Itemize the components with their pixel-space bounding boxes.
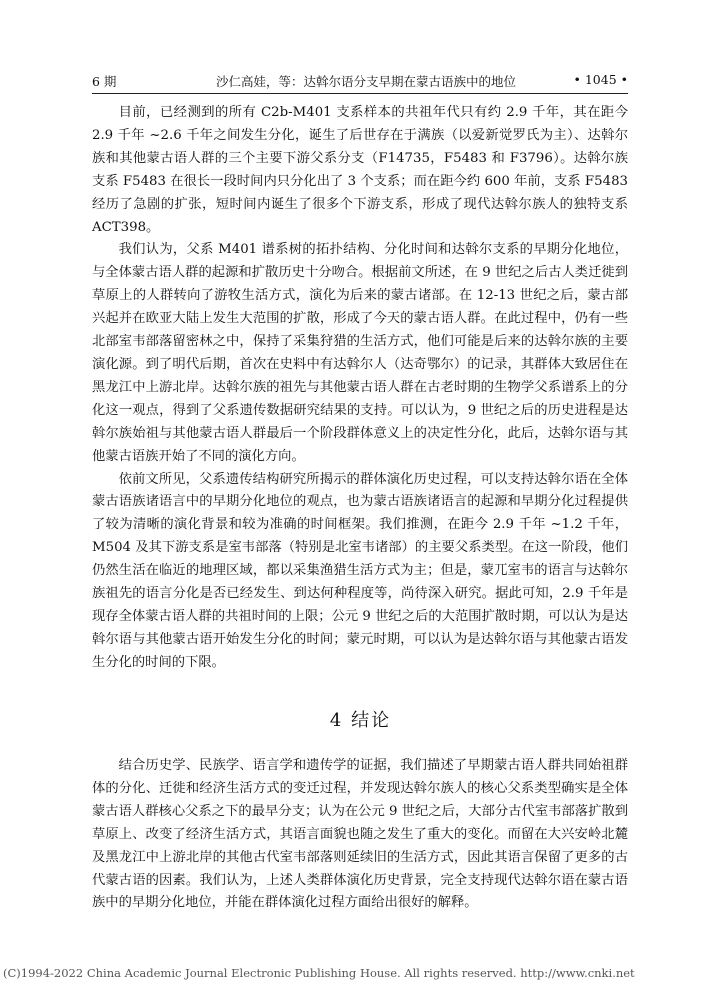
header-divider <box>92 93 628 94</box>
main-body <box>92 102 628 675</box>
paragraph: 依前文所见，父系遗传结构研究所揭示的群体演化历史过程，可以支持达斡尔语在全体蒙古语族诸语言中的早期分化地位的观点，也为蒙古语族诸语言的起源和早期分化过程提供了较为清晰的演化背景和较为准确的时间框架。我们推测，在距今 2.9 千年 ~1.2 千年，M504 及其下游支系是室韦部落（特别是北室韦诸部）的主要父系类型。在这一阶段，他们仍然生活在临近的地理区域，都以采集渔猎生活方式为主；但是，蒙兀室韦的语言与达斡尔族祖先的语言分化是否已经发生、到达何种程度等，尚待深入研究。据此可知，2.9 千年是现存全体蒙古语人群的共祖时间的上限；公元 9 世纪之后的大范围扩散时期，可以认为是达斡尔语与其他蒙古语开始发生分化的时间；蒙元时期，可以认为是达斡尔语与其他蒙古语发生分化的时间的下限。 <box>92 471 628 670</box>
conclusion-section <box>92 755 628 915</box>
section-heading: 4 结论 <box>329 710 392 731</box>
copyright-footer: (C)1994-2022 China Academic Journal Electronic Publishing House. All rights reserved. http://www.cnki.net <box>3 966 635 980</box>
paragraph: 结合历史学、民族学、语言学和遗传学的证据，我们描述了早期蒙古语人群共同始祖群体的分化、迁徙和经济生活方式的变迁过程，并发现达斡尔族人的核心父系类型确实是全体蒙古语人群核心父系之下的最早分支；认为在公元 9 世纪之后，大部分古代室韦部落扩散到草原上、改变了经济生活方式，其语言面貌也随之发生了重大的变化。而留在大兴安岭北麓及黑龙江中上游北岸的其他古代室韦部落则延续旧的生活方式，因此其语言保留了更多的古代蒙古语的因素。我们认为，上述人类群体演化历史背景，完全支持现代达斡尔语在蒙古语族中的早期分化地位，并能在群体演化过程方面给出很好的解释。 <box>92 758 628 911</box>
page-header <box>92 72 628 92</box>
paragraph: 目前，已经测到的所有 C2b-M401 支系样本的共祖年代只有约 2.9 千年，其在距今 2.9 千年 ~2.6 千年之间发生分化，诞生了后世存在于满族（以爱新觉罗氏为主）、达斡尔族和其他蒙古语人群的三个主要下游父系分支（F14735，F5483 和 F3796）。达斡尔族支系 F5483 在很长一段时间内只分化出了 3 个支系；而在距今约 600 年前，支系 F5483 经历了急剧的扩张，短时间内诞生了很多个下游支系，形成了现代达斡尔族人的独特支系 ACT398。 <box>92 105 628 235</box>
issue-number: 6 期 <box>92 74 117 89</box>
paragraph: 我们认为，父系 M401 谱系树的拓扑结构、分化时间和达斡尔支系的早期分化地位，与全体蒙古语人群的起源和扩散历史十分吻合。根据前文所述，在 9 世纪之后古人类迁徙到草原上的人群转向了游牧生活方式，演化为后来的蒙古诸部。在 12-13 世纪之后，蒙古部兴起并在欧亚大陆上发生大范围的扩散，形成了今天的蒙古语人群。在此过程中，仍有一些北部室韦部落留密林之中，保持了采集狩猎的生活方式，他们可能是后来的达斡尔族的主要演化源。到了明代后期，首次在史料中有达斡尔人（达奇鄂尔）的记录，其群体大致居住在黑龙江中上游北岸。达斡尔族的祖先与其他蒙古语人群在古老时期的生物学父系谱系上的分化这一观点，得到了父系遗传数据研究结果的支持。可以认为，9 世纪之后的历史进程是达斡尔族始祖与其他蒙古语人群最后一个阶段群体意义上的决定性分化，此后，达斡尔语与其他蒙古语族开始了不同的演化方向。 <box>92 242 628 464</box>
page-number: • 1045 • <box>573 72 628 87</box>
running-title: 沙仁高娃，等：达斡尔语分支早期在蒙古语族中的地位 <box>216 74 517 89</box>
